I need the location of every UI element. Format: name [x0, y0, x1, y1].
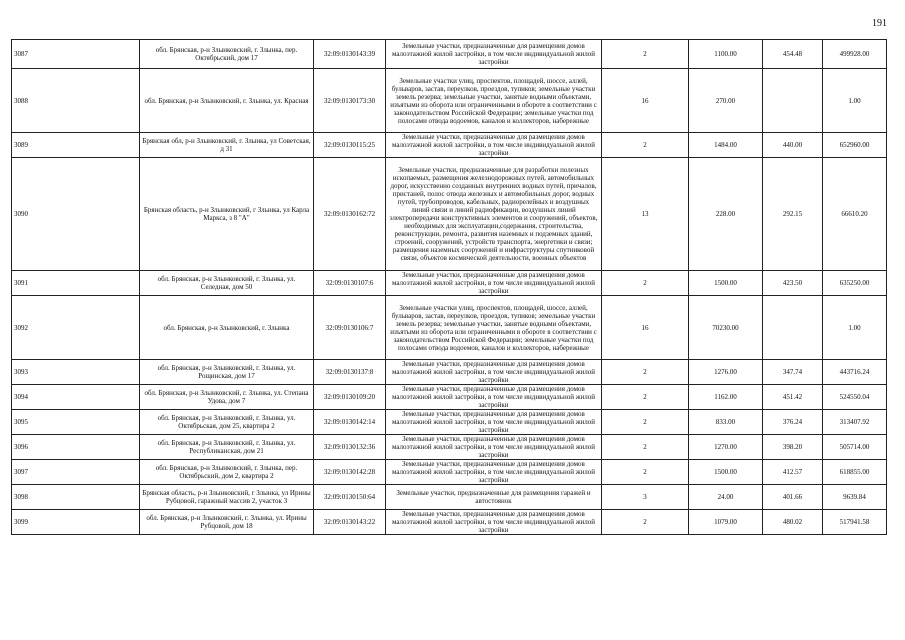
- address-cell: Брянская область, р-н Злынковский, г Злынка, ул Карла Маркса, з 8 "А": [140, 158, 314, 271]
- specific-value-cell: 398.20: [763, 435, 823, 460]
- category-code-cell: 2: [602, 40, 689, 69]
- row-number: 3093: [12, 360, 140, 385]
- land-use-cell: Земельные участки, предназначенные для размещения домов малоэтажной жилой застройки, в том числе индивидуальной жилой застройки: [386, 460, 602, 485]
- land-use-cell: Земельные участки, предназначенные для размещения домов малоэтажной жилой застройки, в том числе индивидуальной жилой застройки: [386, 133, 602, 158]
- table-row: [12, 410, 887, 435]
- address-cell: обл. Брянская, р-н Злынковский, г. Злынка, пер. Октябрьский, дом 17: [140, 40, 314, 69]
- specific-value-cell: 440.00: [763, 133, 823, 158]
- cadastral-value-cell: 9639.84: [823, 485, 887, 510]
- area-cell: 1162.00: [689, 385, 763, 410]
- category-code-cell: 2: [602, 360, 689, 385]
- land-use-cell: Земельные участки, предназначенные для размещения домов малоэтажной жилой застройки, в том числе индивидуальной жилой застройки: [386, 360, 602, 385]
- page-number: 191: [872, 18, 887, 29]
- cadastral-number-cell: 32:09:0130173:30: [314, 69, 386, 133]
- specific-value-cell: 401.66: [763, 485, 823, 510]
- category-code-cell: 2: [602, 510, 689, 535]
- area-cell: 1100.00: [689, 40, 763, 69]
- cadastral-value-cell: 635250.00: [823, 271, 887, 296]
- category-code-cell: 2: [602, 460, 689, 485]
- row-number: 3094: [12, 385, 140, 410]
- specific-value-cell: 451.42: [763, 385, 823, 410]
- specific-value-cell: 423.50: [763, 271, 823, 296]
- row-number: 3095: [12, 410, 140, 435]
- address-cell: Брянская область, р-н Злынковский, г Злынка, ул Ирины Рубцовой, гаражный массив 2, участок 3: [140, 485, 314, 510]
- table-row: [12, 40, 887, 69]
- specific-value-cell: 376.24: [763, 410, 823, 435]
- table-body: [12, 40, 887, 535]
- land-use-cell: Земельные участки улиц, проспектов, площадей, шоссе, аллей, бульваров, застав, переулков, проездов, тупиков; земельные участки земель резерва; земельные участки, занятые водными объектами, изъятыми из оборота или ограниченными в обороте в соответствии с законодательством Российской Федерации; земельные участки под полосами отвода водоемов, каналов и коллекторов, набережные: [386, 69, 602, 133]
- area-cell: 1276.00: [689, 360, 763, 385]
- table-row: [12, 485, 887, 510]
- specific-value-cell: 412.57: [763, 460, 823, 485]
- cadastral-number-cell: 32:09:0130162:72: [314, 158, 386, 271]
- row-number: 3091: [12, 271, 140, 296]
- cadastral-number-cell: 32:09:0130143:39: [314, 40, 386, 69]
- row-number: 3087: [12, 40, 140, 69]
- table-row: [12, 510, 887, 535]
- table-row: [12, 460, 887, 485]
- cadastral-value-cell: 505714.00: [823, 435, 887, 460]
- area-cell: 24.00: [689, 485, 763, 510]
- row-number: 3099: [12, 510, 140, 535]
- land-use-cell: Земельные участки, предназначенные для размещения домов малоэтажной жилой застройки, в том числе индивидуальной жилой застройки: [386, 40, 602, 69]
- cadastral-number-cell: 32:09:0130142:14: [314, 410, 386, 435]
- area-cell: 228.00: [689, 158, 763, 271]
- cadastral-value-cell: 517941.58: [823, 510, 887, 535]
- specific-value-cell: 454.48: [763, 40, 823, 69]
- row-number: 3088: [12, 69, 140, 133]
- cadastral-value-cell: 66610.20: [823, 158, 887, 271]
- area-cell: 1079.00: [689, 510, 763, 535]
- cadastral-number-cell: 32:09:0130106:7: [314, 296, 386, 360]
- cadastral-value-cell: 618855.00: [823, 460, 887, 485]
- address-cell: обл. Брянская, р-н Злынковский, г. Злынка, ул. Рощинская, дом 17: [140, 360, 314, 385]
- category-code-cell: 2: [602, 271, 689, 296]
- address-cell: обл. Брянская, р-н Злынковский, г. Злынка, ул. Республиканская, дом 21: [140, 435, 314, 460]
- land-use-cell: Земельные участки, предназначенные для размещения домов малоэтажной жилой застройки, в том числе индивидуальной жилой застройки: [386, 385, 602, 410]
- cadastral-number-cell: 32:09:0130115:25: [314, 133, 386, 158]
- area-cell: 1500.00: [689, 271, 763, 296]
- table-row: [12, 385, 887, 410]
- area-cell: 1500.00: [689, 460, 763, 485]
- address-cell: обл. Брянская, р-н Злынковский, г. Злынка, ул. Степана Удова, дом 7: [140, 385, 314, 410]
- specific-value-cell: 480.02: [763, 510, 823, 535]
- specific-value-cell: 347.74: [763, 360, 823, 385]
- row-number: 3090: [12, 158, 140, 271]
- cadastral-number-cell: 32:09:0130107:6: [314, 271, 386, 296]
- cadastral-value-cell: 1.00: [823, 296, 887, 360]
- specific-value-cell: 292.15: [763, 158, 823, 271]
- row-number: 3098: [12, 485, 140, 510]
- land-use-cell: Земельные участки, предназначенные для размещения домов малоэтажной жилой застройки, в том числе индивидуальной жилой застройки: [386, 510, 602, 535]
- category-code-cell: 16: [602, 296, 689, 360]
- address-cell: обл. Брянская, р-н Злынковский, г. Злынка, ул. Селедная, дом 50: [140, 271, 314, 296]
- table-row: [12, 158, 887, 271]
- row-number: 3089: [12, 133, 140, 158]
- land-use-cell: Земельные участки, предназначенные для разработки полезных ископаемых, размещения железнодорожных путей, автомобильных дорог, искусственно созданных внутренних водных путей, причалов, пристаней, полос отвода железных и автомобильных дорог, водных путей, трубопроводов, кабельных, радиорелейных и воздушных линий связи и линий радиофикации, воздушных линий электропередачи конструктивных элементов и сооружений, объектов, необходимых для эксплуатации,содержания, строительства, реконструкции, ремонта, развития наземных и подземных зданий, строений, сооружений, устройств транспорта, энергетики и связи; размещения наземных сооружений и инфраструктуры спутниковой связи, объектов космической деятельности, военных объектов: [386, 158, 602, 271]
- category-code-cell: 13: [602, 158, 689, 271]
- cadastral-number-cell: 32:09:0130142:28: [314, 460, 386, 485]
- cadastral-value-cell: 443716.24: [823, 360, 887, 385]
- area-cell: 1270.00: [689, 435, 763, 460]
- address-cell: обл. Брянская, р-н Злынковский, г. Злынка, ул. Октябрьская, дом 25, квартира 2: [140, 410, 314, 435]
- address-cell: обл. Брянская, р-н Злынковский, г. Злынка, ул. Красная: [140, 69, 314, 133]
- address-cell: Брянская обл, р-н Злынковский, г. Злынка, ул Советская, д 31: [140, 133, 314, 158]
- land-use-cell: Земельные участки, предназначенные для размещения домов малоэтажной жилой застройки, в том числе индивидуальной жилой застройки: [386, 271, 602, 296]
- row-number: 3096: [12, 435, 140, 460]
- land-use-cell: Земельные участки улиц, проспектов, площадей, шоссе, аллей, бульваров, застав, переулков, проездов, тупиков; земельные участки земель резерва; земельные участки, занятые водными объектами, изъятыми из оборота или ограниченными в обороте в соответствии с законодательством Российской Федерации; земельные участки под полосами отвода водоемов, каналов и коллекторов, набережные: [386, 296, 602, 360]
- specific-value-cell: [763, 69, 823, 133]
- cadastral-value-cell: 1.00: [823, 69, 887, 133]
- table-row: [12, 271, 887, 296]
- category-code-cell: 16: [602, 69, 689, 133]
- row-number: 3097: [12, 460, 140, 485]
- area-cell: 1484.00: [689, 133, 763, 158]
- land-use-cell: Земельные участки, предназначенные для размещения домов малоэтажной жилой застройки, в том числе индивидуальной жилой застройки: [386, 410, 602, 435]
- land-use-cell: Земельные участки, предназначенные для размещения домов малоэтажной жилой застройки, в том числе индивидуальной жилой застройки: [386, 435, 602, 460]
- cadastral-value-cell: 313407.92: [823, 410, 887, 435]
- address-cell: обл. Брянская, р-н Злынковский, г. Злынка: [140, 296, 314, 360]
- cadastral-number-cell: 32:09:0130150:64: [314, 485, 386, 510]
- table-row: [12, 360, 887, 385]
- row-number: 3092: [12, 296, 140, 360]
- area-cell: 270.00: [689, 69, 763, 133]
- category-code-cell: 2: [602, 385, 689, 410]
- cadastral-value-table: [11, 39, 887, 535]
- cadastral-value-cell: 524550.04: [823, 385, 887, 410]
- specific-value-cell: [763, 296, 823, 360]
- category-code-cell: 2: [602, 435, 689, 460]
- table-row: [12, 435, 887, 460]
- cadastral-value-cell: 652960.00: [823, 133, 887, 158]
- land-use-cell: Земельные участки, предназначенные для размещения гаражей и автостоянок: [386, 485, 602, 510]
- area-cell: 833.00: [689, 410, 763, 435]
- cadastral-number-cell: 32:09:0130137:8: [314, 360, 386, 385]
- category-code-cell: 2: [602, 410, 689, 435]
- cadastral-number-cell: 32:09:0130143:22: [314, 510, 386, 535]
- category-code-cell: 3: [602, 485, 689, 510]
- category-code-cell: 2: [602, 133, 689, 158]
- area-cell: 70230.00: [689, 296, 763, 360]
- table-row: [12, 69, 887, 133]
- address-cell: обл. Брянская, р-н Злынковский, г. Злынка, пер. Октябрьский, дом 2, квартира 2: [140, 460, 314, 485]
- cadastral-value-cell: 499928.00: [823, 40, 887, 69]
- address-cell: обл. Брянская, р-н Злынковский, г. Злынка, ул. Ирины Рубцовой, дом 18: [140, 510, 314, 535]
- table-row: [12, 133, 887, 158]
- table-row: [12, 296, 887, 360]
- cadastral-number-cell: 32:09:0130109:20: [314, 385, 386, 410]
- cadastral-number-cell: 32:09:0130132:36: [314, 435, 386, 460]
